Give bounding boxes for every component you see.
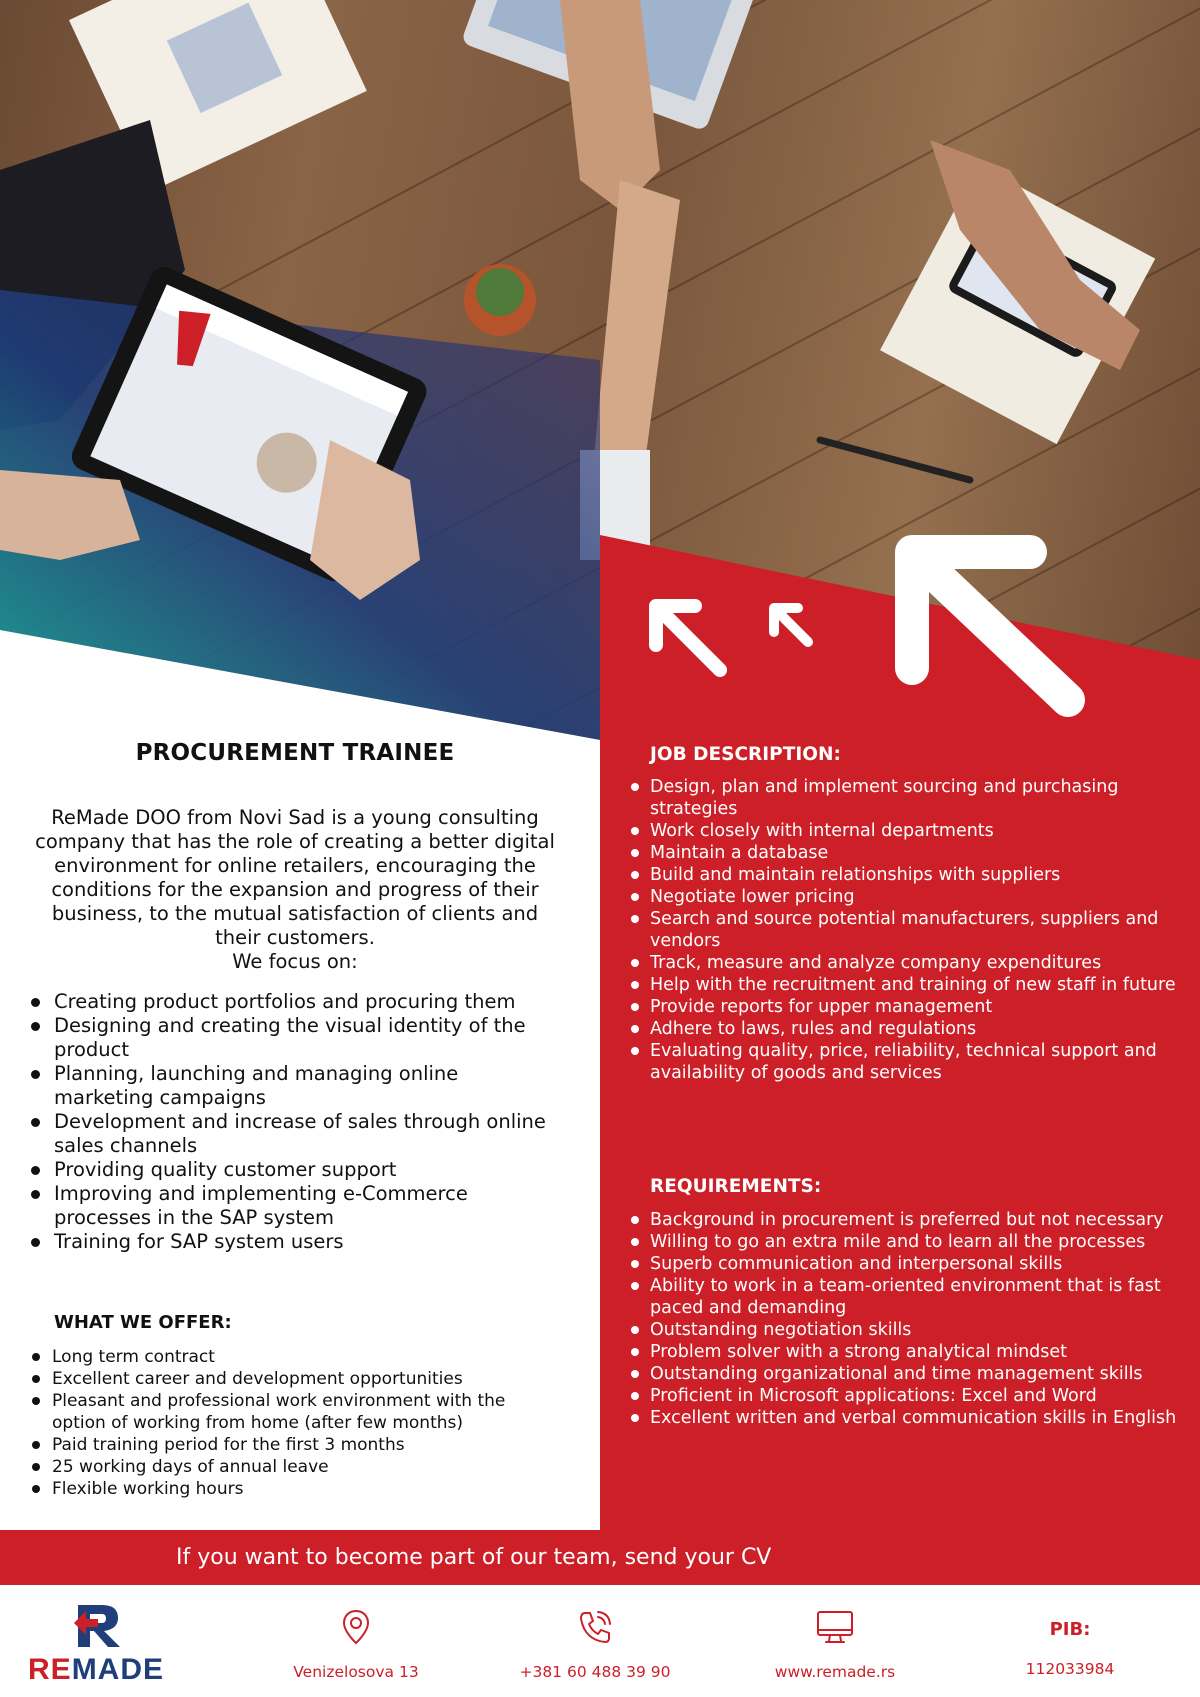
- pib-value: 112033984: [1025, 1660, 1115, 1678]
- address-text: Venizelosova 13: [293, 1663, 419, 1681]
- website-link[interactable]: www.remade.rs: [774, 1663, 896, 1681]
- offer-heading: WHAT WE OFFER:: [54, 1312, 232, 1333]
- cta-text: If you want to become part of our team, send your CV: [176, 1545, 772, 1570]
- list-item: Proficient in Microsoft applications: Excel and Word: [650, 1385, 1185, 1407]
- list-item: Providing quality customer support: [54, 1158, 554, 1182]
- focus-label: We focus on:: [232, 950, 358, 973]
- offer-list: [52, 1346, 552, 1500]
- list-item: Help with the recruitment and training of new staff in future: [650, 974, 1180, 996]
- logo-mark-icon: [72, 1601, 132, 1651]
- list-item: Planning, launching and managing online marketing campaigns: [54, 1062, 554, 1110]
- list-item: Background in procurement is preferred but not necessary: [650, 1209, 1185, 1231]
- list-item: Build and maintain relationships with suppliers: [650, 864, 1180, 886]
- job-description-list: [650, 776, 1180, 1084]
- list-item: Track, measure and analyze company expenditures: [650, 952, 1180, 974]
- plant-illustration: [464, 264, 536, 336]
- intro-paragraph: ReMade DOO from Novi Sad is a young consulting company that has the role of creating a better digital environment for online retailers, encouraging the conditions for the expansion and progress of their business, to the mutual satisfaction of clients and their customers.: [35, 806, 555, 949]
- list-item: Outstanding negotiation skills: [650, 1319, 1185, 1341]
- list-item: 25 working days of annual leave: [52, 1456, 552, 1478]
- list-item: Provide reports for upper management: [650, 996, 1180, 1018]
- list-item: Training for SAP system users: [54, 1230, 554, 1254]
- list-item: Work closely with internal departments: [650, 820, 1180, 842]
- location-pin-icon: [341, 1609, 371, 1645]
- list-item: Flexible working hours: [52, 1478, 552, 1500]
- list-item: Design, plan and implement sourcing and purchasing strategies: [650, 776, 1180, 820]
- pib-label: PIB:: [1049, 1619, 1091, 1640]
- list-item: Improving and implementing e-Commerce processes in the SAP system: [54, 1182, 554, 1230]
- list-item: Evaluating quality, price, reliability, technical support and availability of goods and services: [650, 1040, 1180, 1084]
- list-item: Outstanding organizational and time management skills: [650, 1363, 1185, 1385]
- list-item: Designing and creating the visual identity of the product: [54, 1014, 554, 1062]
- focus-list: [54, 990, 554, 1254]
- cta-bar: [0, 1530, 1200, 1585]
- list-item: Negotiate lower pricing: [650, 886, 1180, 908]
- list-item: Willing to go an extra mile and to learn all the processes: [650, 1231, 1185, 1253]
- computer-monitor-icon: [815, 1609, 855, 1645]
- pen-illustration: [820, 440, 970, 480]
- requirements-list: [650, 1209, 1185, 1429]
- phone-icon: [577, 1609, 613, 1645]
- page-title: PROCUREMENT TRAINEE: [135, 740, 455, 766]
- remade-logo: [28, 1601, 173, 1691]
- list-item: Ability to work in a team-oriented environment that is fast paced and demanding: [650, 1275, 1185, 1319]
- list-item: Creating product portfolios and procuring them: [54, 990, 554, 1014]
- footer-address: [286, 1585, 426, 1681]
- footer: [0, 1585, 1200, 1697]
- list-item: Excellent written and verbal communication skills in English: [650, 1407, 1185, 1429]
- phone-link[interactable]: +381 60 488 39 90: [519, 1663, 671, 1681]
- list-item: Maintain a database: [650, 842, 1180, 864]
- company-intro: [30, 806, 560, 974]
- list-item: Paid training period for the first 3 months: [52, 1434, 552, 1456]
- footer-website: [755, 1585, 915, 1681]
- list-item: Development and increase of sales through online sales channels: [54, 1110, 554, 1158]
- list-item: Superb communication and interpersonal skills: [650, 1253, 1185, 1275]
- footer-pib: [1010, 1585, 1130, 1678]
- list-item: Problem solver with a strong analytical mindset: [650, 1341, 1185, 1363]
- requirements-heading: REQUIREMENTS:: [650, 1176, 822, 1197]
- footer-phone: [515, 1585, 675, 1681]
- logo-wordmark: REMADE: [28, 1653, 165, 1686]
- list-item: Pleasant and professional work environment with the option of working from home (after few months): [52, 1390, 552, 1434]
- list-item: Excellent career and development opportunities: [52, 1368, 552, 1390]
- job-description-heading: JOB DESCRIPTION:: [650, 744, 841, 765]
- list-item: Long term contract: [52, 1346, 552, 1368]
- list-item: Search and source potential manufacturers, suppliers and vendors: [650, 908, 1180, 952]
- list-item: Adhere to laws, rules and regulations: [650, 1018, 1180, 1040]
